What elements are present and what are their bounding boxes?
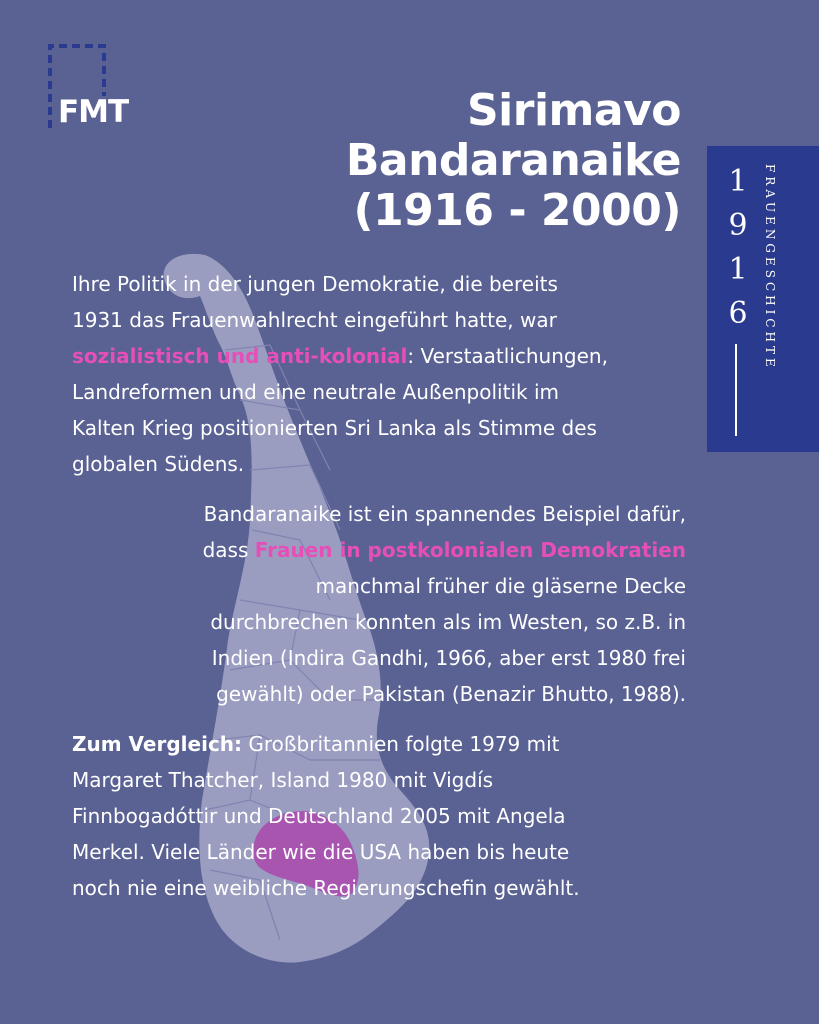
year-divider-line (735, 344, 737, 436)
paragraph-politics (72, 266, 694, 482)
year-digits (721, 160, 755, 336)
text-line: noch nie eine weibliche Regierungschefin gewählt. (72, 876, 580, 900)
text-line: Kalten Krieg positionierten Sri Lanka als Stimme des (72, 416, 597, 440)
paragraph-example (100, 496, 686, 712)
text-line (72, 726, 692, 762)
text-line: manchmal früher die gläserne Decke (315, 574, 686, 598)
text-line: globalen Südens. (72, 452, 245, 476)
logo-text: FMT (58, 94, 129, 130)
highlight-text: sozialistisch und anti-kolonial (72, 344, 408, 368)
text-line (100, 532, 686, 568)
lead-text: Zum Vergleich: (72, 732, 243, 756)
text-line: Landreformen und eine neutrale Außenpolitik im (72, 380, 559, 404)
text-line: gewählt) oder Pakistan (Benazir Bhutto, 1988). (216, 682, 686, 706)
text-line: Ihre Politik in der jungen Demokratie, die bereits (72, 272, 558, 296)
title-line-3: (1916 - 2000) (353, 185, 681, 236)
text-line: Merkel. Viele Länder wie die USA haben bis heute (72, 840, 570, 864)
text-span: : Verstaatlichungen, (407, 344, 608, 368)
text-span: Großbritannien folgte 1979 mit (242, 732, 560, 756)
year-digit: 9 (728, 208, 748, 243)
text-line (72, 338, 694, 374)
year-sidebar (707, 146, 819, 452)
text-span: dass (202, 538, 255, 562)
text-line: 1931 das Frauenwahlrecht eingeführt hatte, war (72, 308, 557, 332)
text-line: Margaret Thatcher, Island 1980 mit Vigdís (72, 768, 494, 792)
series-label: FRAUENGESCHICHTE (763, 164, 777, 371)
text-line: Finnbogadóttir und Deutschland 2005 mit Angela (72, 804, 566, 828)
paragraph-comparison (72, 726, 692, 906)
year-digit: 1 (728, 252, 748, 287)
text-line: durchbrechen konnten als im Westen, so z.B. in (210, 610, 686, 634)
text-line: Bandaranaike ist ein spannendes Beispiel dafür, (203, 502, 686, 526)
text-line: Indien (Indira Gandhi, 1966, aber erst 1980 frei (211, 646, 686, 670)
title-line-1: Sirimavo (466, 85, 681, 136)
highlight-text: Frauen in postkolonialen Demokratien (254, 538, 686, 562)
year-digit: 6 (728, 296, 748, 331)
title-line-2: Bandaranaike (345, 135, 681, 186)
year-digit: 1 (728, 164, 748, 199)
page-title (121, 86, 681, 236)
